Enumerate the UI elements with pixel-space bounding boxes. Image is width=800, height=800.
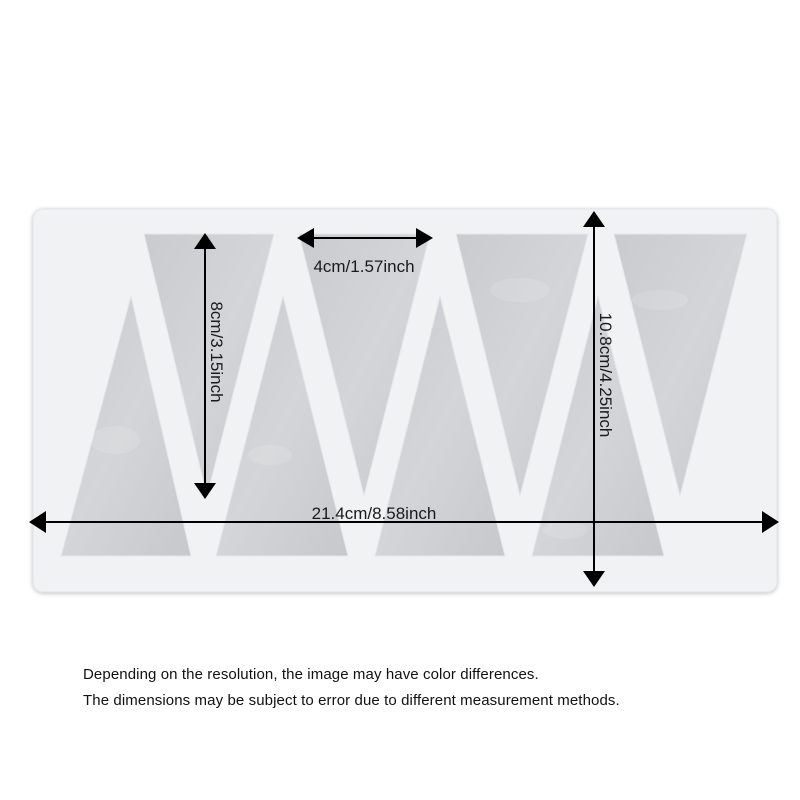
color-difference-note: Depending on the resolution, the image may have color differences.: [83, 666, 539, 683]
length-dimension-label: 21.4cm/8.58inch: [311, 504, 437, 523]
mold-height-dimension-label: 10.8cm/4.25inch: [596, 312, 615, 438]
width-dimension-label: 4cm/1.57inch: [313, 257, 415, 276]
measurement-error-note: The dimensions may be subject to error due to different measurement methods.: [83, 692, 620, 709]
height-dimension-label: 8cm/3.15inch: [207, 301, 226, 403]
